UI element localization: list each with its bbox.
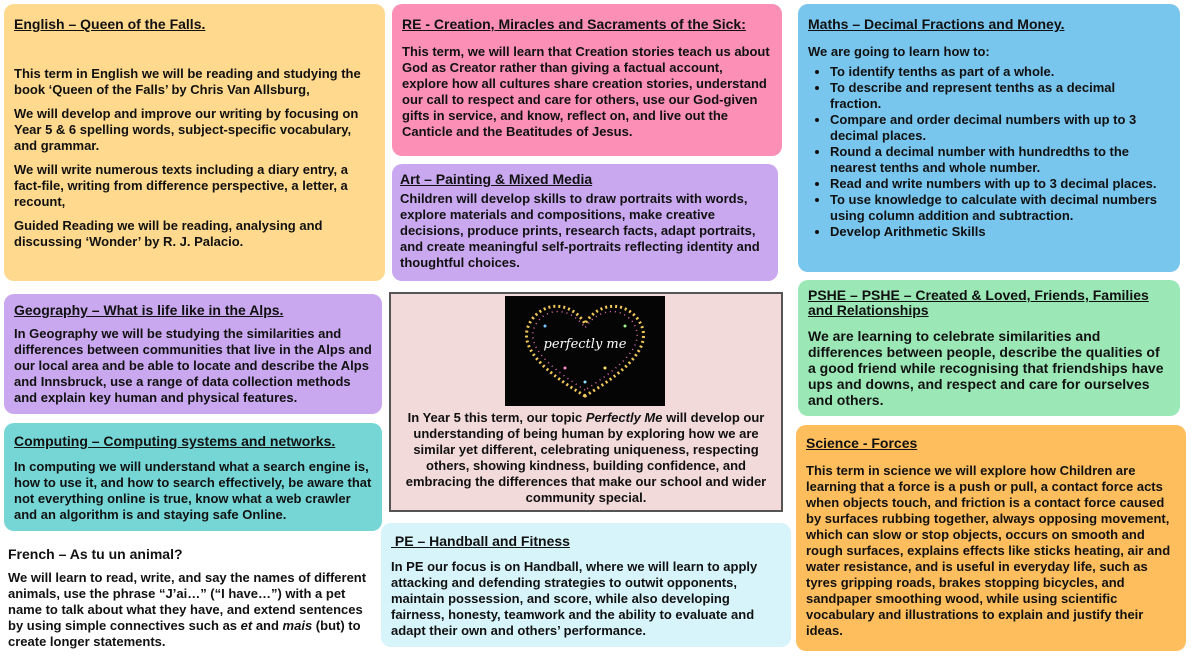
topic-text-after: will develop our understanding of being human by exploring how we are similar yet different, celebrating uniqueness, respecting others, showing kindness, building confidence, and embracing the differences that make our school and wider community special. — [405, 410, 767, 505]
maths-intro: We are going to learn how to: — [808, 44, 990, 59]
maths-objective: • Develop Arithmetic Skills — [830, 224, 1170, 240]
maths-objective: • Round a decimal number with hundredths to the nearest tenths and whole number. — [830, 144, 1170, 176]
art-title: Art – Painting & Mixed Media — [400, 171, 593, 187]
science-panel — [796, 425, 1186, 651]
french-text-2: and — [252, 618, 283, 633]
science-paragraph: This term in science we will explore how Children are learning that a force is a push or pull, a contact force acts when objects touch, and friction is a contact force caused by surfaces rubbing together, always opposing movement, which can slow or stop objects, occurs on smooth and rough surfaces, explains effects like sticks heating, air and water resistance, and is useful in everyday life, such as tyres gripping roads, brakes stopping bicycles, and sandpaper smoothing wood, while using scientific vocabulary and illustrations to explain and justify their ideas. — [806, 463, 1171, 638]
art-panel — [392, 164, 778, 281]
maths-objective: • To identify tenths as part of a whole. — [830, 64, 1170, 80]
pshe-title: PSHE – PSHE – Created & Loved, Friends, Families and Relationships — [808, 287, 1149, 318]
maths-panel — [798, 4, 1180, 272]
art-paragraph: Children will develop skills to draw portraits with words, explore materials and compositions, make creative decisions, produce prints, research facts, adapt portraits, and create meaningful self-portraits reflecting identity and thoughtful choices. — [400, 191, 760, 270]
maths-objective: • To use knowledge to calculate with decimal numbers using column addition and subtraction. — [830, 192, 1170, 224]
english-paragraph-1: This term in English we will be reading and studying the book ‘Queen of the Falls’ by Chris Van Allsburg, — [14, 66, 361, 97]
topic-panel — [389, 292, 783, 512]
pshe-panel — [798, 280, 1180, 416]
maths-title: Maths – Decimal Fractions and Money. — [808, 16, 1065, 32]
french-title: French – As tu un animal? — [8, 546, 183, 562]
science-title: Science - Forces — [806, 435, 918, 451]
topic-name: Perfectly Me — [585, 410, 663, 425]
pe-title: PE – Handball and Fitness — [391, 533, 570, 549]
re-panel — [392, 4, 782, 156]
computing-paragraph: In computing we will understand what a search engine is, how to use it, and how to search effectively, be aware that not everything online is true, know what a web crawler and an algorithm is and staying safe Online. — [14, 459, 372, 522]
french-word-et: et — [240, 618, 253, 633]
english-paragraph-3: We will write numerous texts including a diary entry, a fact-file, writing from difference perspective, a letter, a recount, — [14, 162, 348, 209]
english-paragraph-4: Guided Reading we will be reading, analysing and discussing ‘Wonder’ by R. J. Palacio. — [14, 218, 323, 249]
re-paragraph: This term, we will learn that Creation stories teach us about God as Creator rather than giving a factual account, explore how all cultures share creation stories, understand our call to respect and care for others, use our God-given gifts in service, and know, reflect on, and live out the Canticle and the Beatitudes of Jesus. — [402, 44, 770, 139]
maths-objective: • Read and write numbers with up to 3 decimal places. — [830, 176, 1170, 192]
english-title: English – Queen of the Falls. — [14, 16, 206, 32]
perfectly-me-image — [505, 296, 665, 406]
heart-icon — [505, 296, 665, 406]
geography-panel — [4, 294, 382, 414]
computing-panel — [4, 423, 382, 531]
french-paragraph — [8, 570, 376, 650]
computing-title: Computing – Computing systems and networks. — [14, 433, 336, 449]
re-title: RE - Creation, Miracles and Sacraments of the Sick: — [402, 16, 746, 32]
english-paragraph-2: We will develop and improve our writing by focusing on Year 5 & 6 spelling words, subject-specific vocabulary, and grammar. — [14, 106, 359, 153]
english-panel — [4, 4, 385, 281]
maths-objective: • Compare and order decimal numbers with up to 3 decimal places. — [830, 112, 1170, 144]
perfectly-me-text: perfectly me — [543, 337, 627, 352]
geography-title: Geography – What is life like in the Alps. — [14, 302, 284, 318]
maths-objective: • To describe and represent tenths as a decimal fraction. — [830, 80, 1170, 112]
pshe-paragraph: We are learning to celebrate similarities and differences between people, describe the qualities of a good friend while recognising that friendships have ups and downs, and respect and care for ourselves and others. — [808, 328, 1164, 408]
topic-text-before: In Year 5 this term, our topic — [407, 410, 586, 425]
french-word-mais: mais — [282, 618, 313, 633]
french-text-1: We will learn to read, write, and say the names of different animals, use the phrase “J’ai…” (“I have…”) with a pet name to talk about what they have, and extend sentences by using simple connectives such as — [8, 570, 367, 633]
french-panel — [0, 540, 384, 658]
topic-paragraph — [397, 410, 775, 506]
pe-panel — [381, 523, 791, 647]
french-text-3: (but) to create longer statements. — [8, 618, 361, 649]
pe-paragraph: In PE our focus is on Handball, where we will learn to apply attacking and defending strategies to outwit opponents, maintain possession, and score, while also developing fairness, honesty, teamwork and the ability to evaluate and adapt their own and others’ performance. — [391, 559, 758, 638]
geography-paragraph: In Geography we will be studying the similarities and differences between communities that live in the Alps and our local area and be able to locate and describe the Alps and Innsbruck, use a range of data collection methods and explain key human and physical features. — [14, 326, 372, 405]
maths-objectives-list — [808, 64, 1170, 240]
